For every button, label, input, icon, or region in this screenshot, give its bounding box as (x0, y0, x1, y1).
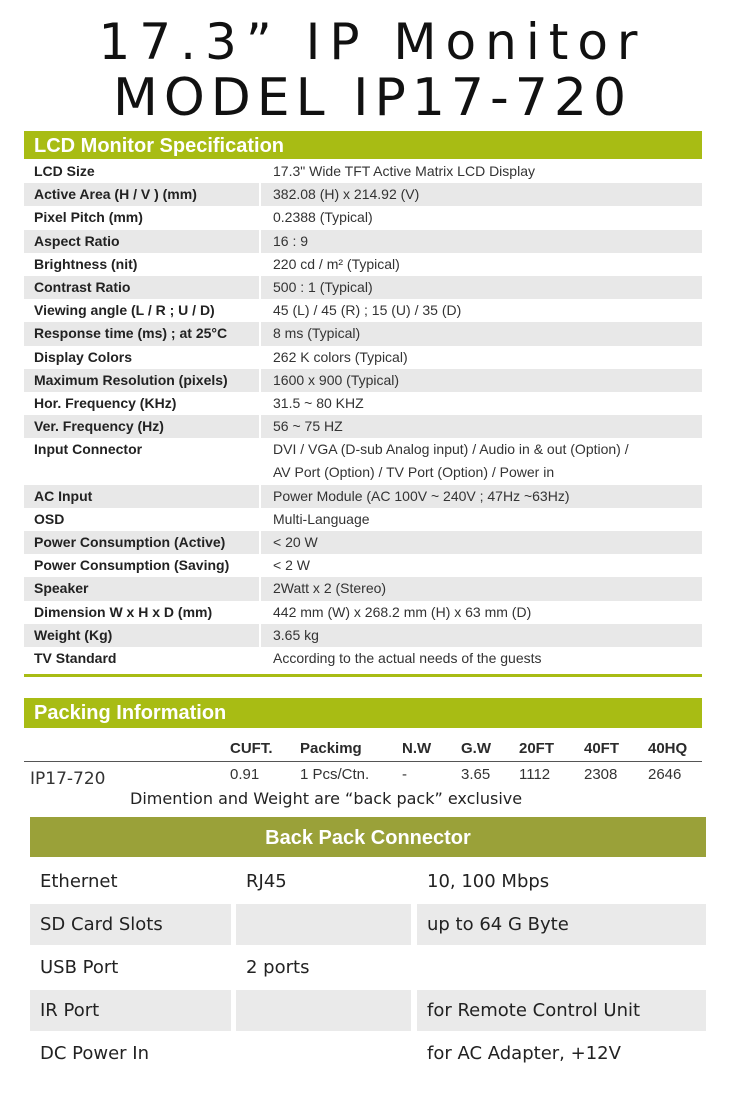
spec-value (259, 438, 702, 484)
backpack-connector-desc: for Remote Control Unit (417, 990, 706, 1031)
spec-value (259, 276, 702, 299)
spec-row (24, 508, 702, 531)
spec-label: Hor. Frequency (KHz) (34, 394, 177, 411)
spec-label: Viewing angle (L / R ; U / D) (34, 302, 215, 319)
spec-value-line: 382.08 (H) x 214.92 (V) (273, 186, 420, 203)
spec-value (259, 485, 702, 508)
spec-row (24, 415, 702, 438)
spec-value-line: < 20 W (273, 534, 318, 551)
spec-value (259, 554, 702, 577)
packing-column-header: G.W (461, 740, 491, 757)
packing-cell: - (402, 766, 407, 783)
spec-value (259, 253, 702, 276)
spec-row (24, 531, 702, 554)
spec-table (24, 160, 702, 670)
spec-row (24, 577, 702, 600)
spec-label: Dimension W x H x D (mm) (34, 603, 213, 620)
spec-value-line: 442 mm (W) x 268.2 mm (H) x 63 mm (D) (273, 603, 532, 620)
spec-value-line: 0.2388 (Typical) (273, 209, 373, 226)
spec-label: Pixel Pitch (mm) (34, 209, 143, 226)
backpack-row (30, 904, 706, 945)
spec-row (24, 346, 702, 369)
backpack-row (30, 861, 706, 902)
packing-column-header: 40FT (584, 740, 620, 757)
backpack-connector-type (236, 990, 411, 1031)
spec-value (259, 647, 702, 670)
packing-note: Dimention and Weight are “back pack” exclusive (130, 789, 523, 808)
spec-value (259, 577, 702, 600)
packing-column-header: CUFT. (230, 740, 273, 757)
spec-value-line: DVI / VGA (D-sub Analog input) / Audio in & out (Option) / (273, 441, 629, 458)
packing-column-header: 40HQ (648, 740, 688, 757)
spec-divider (24, 674, 702, 677)
spec-value-line: Multi-Language (273, 510, 370, 527)
spec-value-line: 56 ~ 75 HZ (273, 418, 343, 435)
spec-row (24, 253, 702, 276)
packing-column-header: Packimg (300, 740, 362, 757)
spec-label: Maximum Resolution (pixels) (24, 369, 259, 392)
page-title: 17.3” IP Monitor (98, 13, 647, 71)
backpack-connector-name: IR Port (30, 990, 231, 1031)
spec-row (24, 276, 702, 299)
spec-value (259, 531, 702, 554)
spec-row (24, 392, 702, 415)
spec-row (24, 322, 702, 345)
packing-column-header: N.W (402, 740, 432, 757)
spec-value (259, 392, 702, 415)
spec-label: AC Input (24, 485, 259, 508)
spec-value-line: 17.3" Wide TFT Active Matrix LCD Display (273, 163, 535, 179)
backpack-connector-type: 2 ports (246, 957, 310, 978)
spec-value (259, 230, 702, 253)
spec-row (24, 206, 702, 229)
backpack-connector-desc: up to 64 G Byte (417, 904, 706, 945)
spec-value-line: 31.5 ~ 80 KHZ (273, 394, 364, 411)
packing-divider (24, 761, 702, 762)
spec-row (24, 369, 702, 392)
spec-value (259, 624, 702, 647)
spec-label: Speaker (24, 577, 259, 600)
spec-label: Input Connector (34, 441, 143, 458)
backpack-connector-type (236, 904, 411, 945)
packing-cell: 2308 (584, 766, 618, 783)
spec-row (24, 624, 702, 647)
backpack-connector-name: Ethernet (40, 871, 118, 892)
spec-label: Weight (Kg) (24, 624, 259, 647)
model-title: MODEL IP17-720 (112, 68, 633, 128)
spec-value (259, 601, 702, 624)
spec-row (24, 438, 702, 484)
spec-value (259, 508, 702, 531)
spec-value-line: 2Watt x 2 (Stereo) (273, 580, 387, 597)
spec-value-line: 500 : 1 (Typical) (273, 278, 373, 295)
backpack-connector-desc: 10, 100 Mbps (427, 871, 550, 892)
backpack-connector-type: RJ45 (246, 871, 287, 892)
spec-label: Brightness (nit) (34, 255, 138, 272)
spec-row (24, 554, 702, 577)
spec-label: OSD (34, 510, 65, 527)
spec-value-line: According to the actual needs of the guests (273, 649, 542, 666)
packing-section-header: Packing Information (24, 698, 702, 728)
spec-value-line: 45 (L) / 45 (R) ; 15 (U) / 35 (D) (273, 302, 462, 319)
spec-value-line: 1600 x 900 (Typical) (273, 371, 400, 388)
packing-header-row (24, 738, 702, 760)
backpack-connector-name: DC Power In (40, 1043, 150, 1064)
spec-label: Contrast Ratio (24, 276, 259, 299)
spec-label: LCD Size (34, 163, 95, 179)
spec-label: Aspect Ratio (24, 230, 259, 253)
backpack-connector-name: USB Port (40, 957, 119, 978)
spec-label: Power Consumption (Saving) (34, 557, 230, 574)
spec-value-line: Power Module (AC 100V ~ 240V ; 47Hz ~63Hz) (273, 487, 570, 504)
packing-cell: 3.65 (461, 766, 491, 783)
spec-row (24, 230, 702, 253)
packing-cell: 1 Pcs/Ctn. (300, 766, 370, 783)
backpack-row (30, 947, 706, 988)
spec-row (24, 299, 702, 322)
spec-label: Display Colors (34, 348, 133, 365)
spec-value-line: 262 K colors (Typical) (273, 348, 408, 365)
packing-column-header: 20FT (519, 740, 555, 757)
spec-value-line: < 2 W (273, 557, 310, 574)
spec-value-line: 220 cd / m² (Typical) (273, 255, 400, 272)
spec-value (259, 346, 702, 369)
spec-label: Power Consumption (Active) (24, 531, 259, 554)
spec-row (24, 647, 702, 670)
packing-cell: 0.91 (230, 766, 260, 783)
packing-cell: 1112 (519, 766, 551, 783)
packing-data-row (24, 764, 702, 789)
spec-label: Active Area (H / V ) (mm) (24, 183, 259, 206)
spec-row (24, 183, 702, 206)
spec-value (259, 369, 702, 392)
spec-label: Response time (ms) ; at 25°C (24, 322, 259, 345)
spec-section-header: LCD Monitor Specification (24, 131, 702, 159)
spec-value-line: 8 ms (Typical) (273, 325, 361, 342)
backpack-connector-desc (417, 947, 706, 988)
packing-cell: 2646 (648, 766, 682, 783)
spec-label: Ver. Frequency (Hz) (24, 415, 259, 438)
spec-value (259, 206, 702, 229)
backpack-section-header: Back Pack Connector (30, 817, 706, 857)
backpack-row (30, 990, 706, 1031)
backpack-row (30, 1033, 706, 1074)
spec-label: TV Standard (34, 649, 117, 666)
spec-value-line: AV Port (Option) / TV Port (Option) / Power in (273, 464, 555, 481)
spec-value (259, 415, 702, 438)
spec-value (259, 299, 702, 322)
spec-row (24, 601, 702, 624)
spec-value (259, 183, 702, 206)
backpack-connector-desc: for AC Adapter, +12V (427, 1043, 621, 1064)
spec-value (259, 160, 702, 183)
spec-row (24, 485, 702, 508)
packing-model: IP17-720 (30, 769, 106, 789)
spec-value (259, 322, 702, 345)
spec-row (24, 160, 702, 183)
backpack-connector-name: SD Card Slots (30, 904, 231, 945)
backpack-connector-type (236, 1033, 411, 1074)
spec-value-line: 16 : 9 (273, 232, 309, 249)
spec-value-line: 3.65 kg (273, 626, 319, 643)
